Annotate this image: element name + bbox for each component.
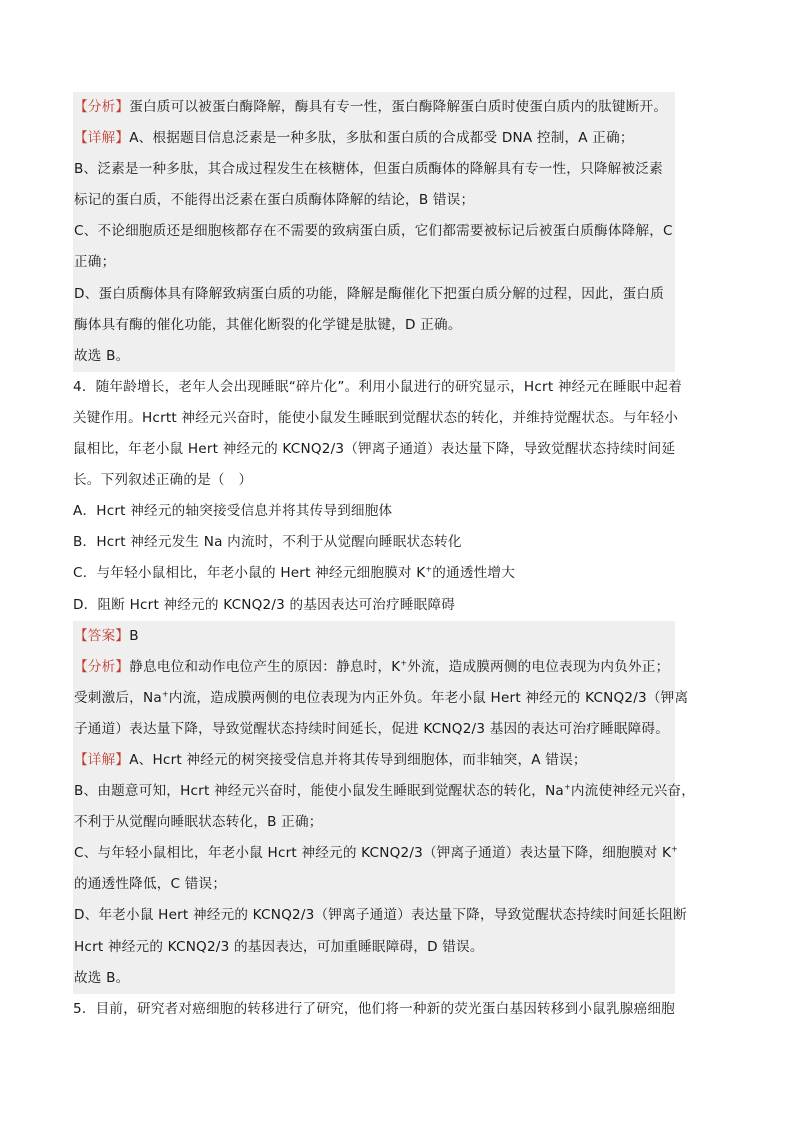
q4-stem-line4: 长。下列叙述正确的是（ ） [73, 472, 253, 489]
superscript: + [671, 844, 679, 854]
q4-option-c-text: C．与年轻小鼠相比，年老小鼠的 Hert 神经元细胞膜对 K [73, 565, 426, 582]
superscript: + [563, 782, 571, 792]
q4-option-d: D．阻断 Hcrt 神经元的 KCNQ2/3 的基因表达可治疗睡眠障碍 [73, 596, 456, 613]
document-page [73, 92, 696, 1025]
q4-analysis-text: 内流，造成膜两侧的电位表现为内正外负。年老小鼠 Hert 神经元的 KCNQ2/3（钾离 [168, 689, 689, 706]
q5-stem-line1: 5．目前，研究者对癌细胞的转移进行了研究，他们将一种新的荧光蛋白基因转移到小鼠乳腺癌细胞 [73, 1000, 675, 1017]
q4-answer-text: B [129, 627, 139, 644]
analysis-tag: 【分析】 [74, 99, 130, 115]
q4-question [73, 372, 683, 621]
q4-detail-a-text: A、Hcrt 神经元的树突接受信息并将其传导到细胞体，而非轴突，A 错误； [129, 751, 587, 768]
q3-detail-d-line2: 酶体具有酶的催化功能，其催化断裂的化学键是肽键，D 正确。 [73, 310, 675, 341]
q4-option-c [73, 558, 675, 589]
q3-detail-b-line1: B、泛素是一种多肽，其合成过程发生在核糖体，但蛋白质酶体的降解具有专一性，只降解被泛素 [73, 154, 675, 185]
q4-analysis-text: 外流，造成膜两侧的电位表现为内负外正； [407, 658, 670, 675]
q3-detail-a [73, 123, 675, 154]
q4-option-c-tail: 的通透性增大 [432, 565, 516, 582]
q4-conclusion: 故选 B。 [73, 963, 675, 994]
detail-tag: 【详解】 [74, 130, 130, 147]
q4-detail-c-line2: 的通透性降低，C 错误； [73, 869, 675, 900]
q4-detail-a [73, 745, 675, 776]
q4-detail-c-line1 [73, 838, 679, 869]
q3-detail-d-line1: D、蛋白质酶体具有降解致病蛋白质的功能，降解是酶催化下把蛋白质分解的过程，因此，蛋白质 [73, 279, 675, 310]
q4-stem-line3: 鼠相比，年老小鼠 Hert 神经元的 KCNQ2/3（钾离子通道）表达量下降，导致觉醒状态持续时间延 [73, 441, 676, 458]
q4-stem-line1: 4．随年龄增长，老年人会出现睡眠“碎片化”。利用小鼠进行的研究显示，Hcrt 神经元在睡眠中起着 [73, 378, 683, 395]
q4-detail-b-text: 内流使神经元兴奋， [570, 783, 696, 800]
superscript: + [161, 689, 169, 699]
detail-tag: 【详解】 [74, 751, 130, 768]
q3-detail-c-line2: 正确； [73, 247, 675, 278]
q4-analysis-text: 受刺激后，Na [74, 689, 162, 706]
q4-detail-b-text: B、由题意可知，Hcrt 神经元兴奋时，能使小鼠发生睡眠到觉醒状态的转化，Na [74, 783, 564, 800]
q4-detail-c-text: C、与年轻小鼠相比，年老小鼠 Hcrt 神经元的 KCNQ2/3（钾离子通道）表达量下降，细胞膜对 K [74, 845, 672, 862]
q4-detail-b-line1 [73, 776, 696, 807]
q4-answer [73, 621, 675, 652]
q3-detail-a-text: A、根据题目信息泛素是一种多肽，多肽和蛋白质的合成都受 DNA 控制，A 正确； [129, 130, 634, 147]
q4-option-b: B．Hcrt 神经元发生 Na 内流时，不利于从觉醒向睡眠状态转化 [73, 534, 462, 551]
q4-detail-d-line2: Hcrt 神经元的 KCNQ2/3 的基因表达，可加重睡眠障碍，D 错误。 [73, 932, 675, 963]
q4-explanation-block [73, 621, 696, 994]
q4-detail-b-line2: 不利于从觉醒向睡眠状态转化，B 正确； [73, 807, 675, 838]
q3-conclusion: 故选 B。 [73, 341, 675, 372]
q4-stem-line2: 关键作用。Hcrtt 神经元兴奋时，能使小鼠发生睡眠到觉醒状态的转化，并维持觉醒状态。与年轻小 [73, 409, 679, 426]
q4-analysis-line1 [73, 652, 675, 683]
q3-analysis [73, 92, 675, 123]
superscript: + [425, 564, 433, 574]
q4-analysis-line3: 子通道）表达量下降，导致觉醒状态持续时间延长，促进 KCNQ2/3 基因的表达可治疗睡眠障碍。 [73, 714, 675, 745]
q3-detail-c-line1: C、不论细胞质还是细胞核都存在不需要的致病蛋白质，它们都需要被标记后被蛋白质酶体降解，C [73, 216, 675, 247]
q3-explanation-block [73, 92, 675, 372]
q3-detail-b-line2: 标记的蛋白质，不能得出泛素在蛋白质酶体降解的结论，B 错误； [73, 185, 675, 216]
analysis-tag: 【分析】 [74, 658, 130, 675]
superscript: + [400, 658, 408, 668]
q3-analysis-text: 蛋白质可以被蛋白酶降解，酶具有专一性，蛋白酶降解蛋白质时使蛋白质内的肽键断开。 [129, 99, 668, 115]
q4-analysis-line2 [73, 683, 689, 714]
q4-detail-d-line1: D、年老小鼠 Hert 神经元的 KCNQ2/3（钾离子通道）表达量下降，导致觉醒状态持续时间延长阻断 [73, 900, 675, 931]
q4-option-a: A．Hcrt 神经元的轴突接受信息并将其传导到细胞体 [73, 503, 393, 520]
q4-analysis-text: 静息电位和动作电位产生的原因：静息时，K [129, 658, 401, 675]
answer-tag: 【答案】 [74, 627, 130, 644]
